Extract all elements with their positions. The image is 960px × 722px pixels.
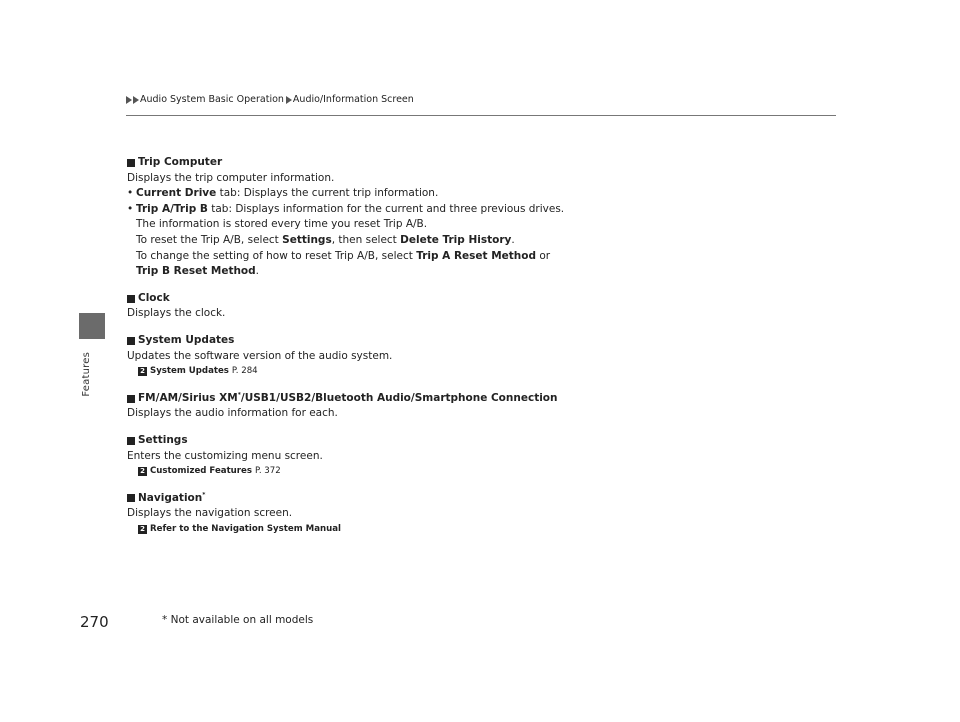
item-text: tab: Displays information for the current and three previous drives. (207, 202, 565, 215)
square-bullet-icon (127, 159, 135, 167)
square-bullet-icon (127, 494, 135, 502)
section-desc: Displays the trip computer information. (127, 171, 335, 184)
list-item (127, 202, 597, 218)
cross-reference-link[interactable] (127, 522, 597, 538)
heading-text: FM/AM/Sirius XM*/USB1/USB2/Bluetooth Audio/Smartphone Connection (138, 391, 558, 404)
square-bullet-icon (127, 337, 135, 345)
section-desc: Displays the navigation screen. (127, 507, 293, 520)
header-rule (126, 115, 836, 116)
reference-page: P. 284 (231, 366, 258, 377)
section-heading (127, 391, 597, 407)
heading-text: Trip Computer (138, 156, 223, 168)
square-bullet-icon (127, 437, 135, 445)
heading-text: Navigation* (138, 491, 206, 504)
section-desc: Displays the clock. (127, 307, 226, 320)
breadcrumb-arrow-icon (286, 96, 292, 104)
item-text: tab: Displays the current trip information. (216, 187, 439, 200)
cross-reference-link[interactable] (127, 364, 597, 380)
section-heading (127, 333, 597, 349)
item-text: To change the setting of how to reset Trip A/B, select Trip A Reset Method or (136, 249, 551, 262)
heading-text: Clock (138, 291, 170, 304)
section-heading (127, 155, 597, 171)
list-item (127, 186, 597, 202)
section-desc: Enters the customizing menu screen. (127, 449, 323, 462)
section-heading (127, 491, 597, 507)
breadcrumb (126, 94, 414, 105)
bullet-dot-icon: • (127, 202, 134, 215)
bullet-dot-icon: • (127, 187, 134, 200)
cross-reference-link[interactable] (127, 464, 597, 480)
section-navigation (127, 491, 597, 538)
section-heading (127, 291, 597, 307)
section-audio-sources (127, 391, 597, 422)
footnote: * Not available on all models (162, 614, 314, 626)
section-trip-computer (127, 155, 597, 280)
section-clock (127, 291, 597, 322)
section-heading (127, 433, 597, 449)
breadcrumb-arrow-icon (126, 96, 132, 104)
section-settings (127, 433, 597, 480)
section-label: Features (81, 352, 92, 397)
item-text: Trip B Reset Method. (136, 265, 260, 278)
reference-arrow-icon: 2 (138, 467, 147, 476)
section-tab-marker (79, 313, 105, 339)
reference-title: System Updates (150, 366, 229, 377)
tab-name: Current Drive (136, 187, 217, 200)
section-desc: Updates the software version of the audio system. (127, 349, 393, 362)
page-content (127, 155, 597, 548)
tab-name: Trip A/Trip B (136, 202, 208, 215)
section-system-updates (127, 333, 597, 380)
section-desc: Displays the audio information for each. (127, 407, 338, 420)
reference-title: Customized Features (150, 466, 252, 477)
square-bullet-icon (127, 395, 135, 403)
heading-text: System Updates (138, 333, 235, 346)
item-text: The information is stored every time you reset Trip A/B. (136, 218, 428, 231)
breadcrumb-arrow-icon (133, 96, 139, 104)
square-bullet-icon (127, 295, 135, 303)
heading-text: Settings (138, 433, 188, 446)
reference-arrow-icon: 2 (138, 367, 147, 376)
page-number: 270 (80, 613, 109, 631)
reference-arrow-icon: 2 (138, 525, 147, 534)
item-text: To reset the Trip A/B, select Settings, then select Delete Trip History. (136, 233, 515, 246)
breadcrumb-item[interactable]: Audio System Basic Operation (140, 94, 284, 105)
reference-title: Refer to the Navigation System Manual (150, 523, 341, 534)
reference-page: P. 372 (254, 466, 281, 477)
breadcrumb-item[interactable]: Audio/Information Screen (292, 94, 414, 105)
